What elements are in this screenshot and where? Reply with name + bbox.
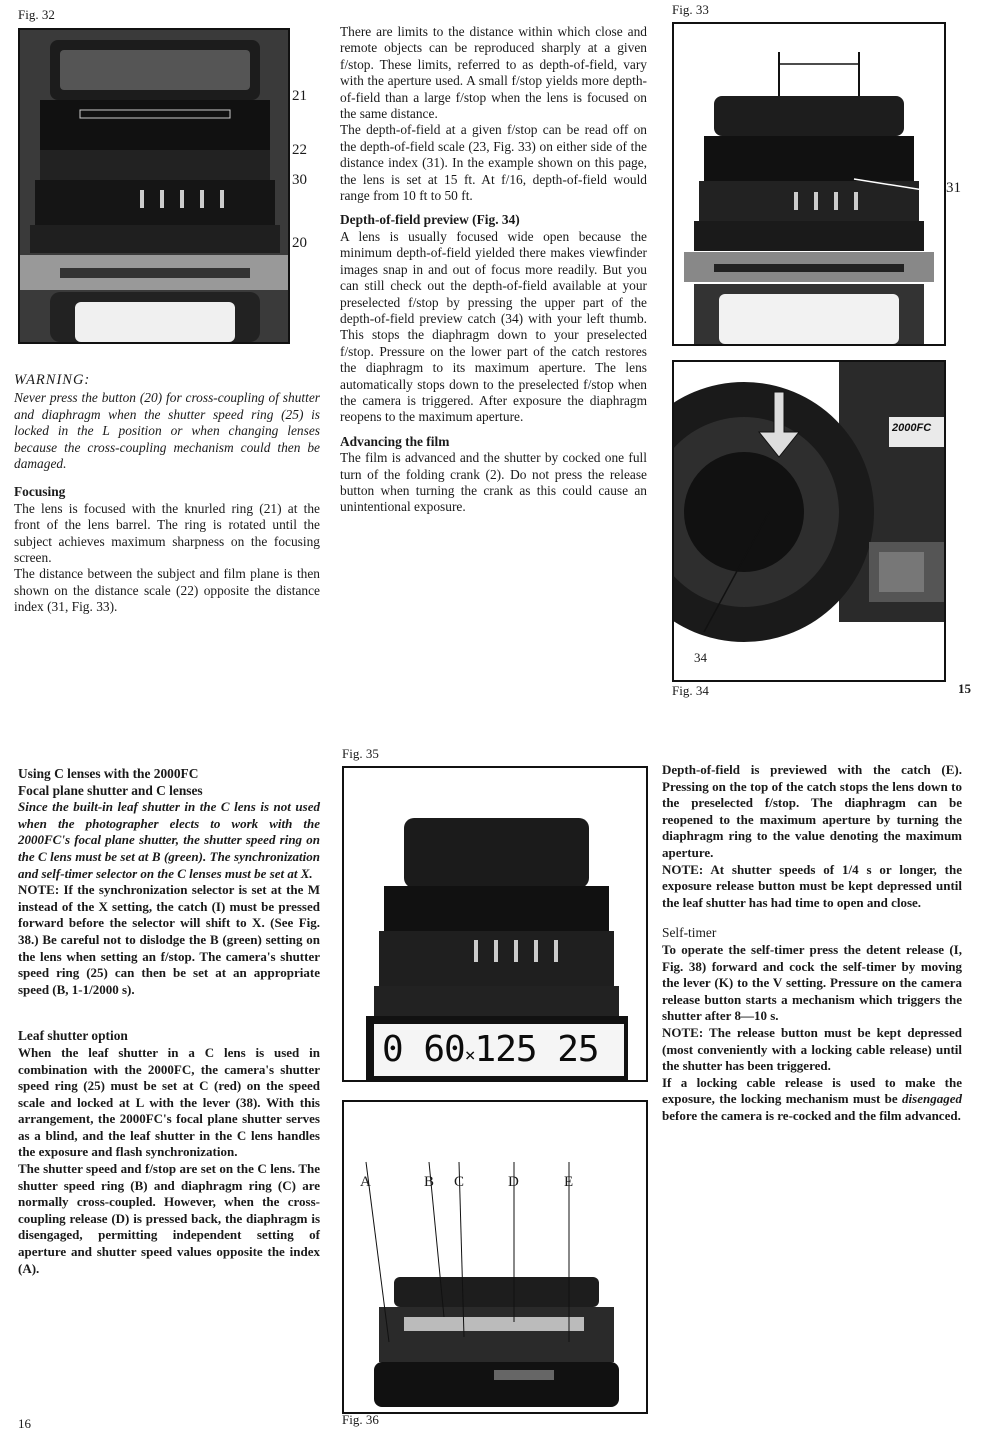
cable-release-paragraph xyxy=(662,1075,962,1125)
fig-33-photo xyxy=(672,22,946,346)
focal-plane-heading: Focal plane shutter and C lenses xyxy=(18,782,203,798)
focal-plane-note: NOTE: If the synchronization selector is set at the M instead of the X setting, the catch (I) must be pressed forward before the selector will shift to X. (See Fig. 38.) Be careful not to dislodge the B (green) setting on the lens when setting an f/stop. The camera's shutter speed ring (25) can then be set at an appropriate speed (B, 1-1/2000 s). xyxy=(18,882,320,997)
self-timer-text: To operate the self-timer press the detent release (I, Fig. 38) forward and cock the self-timer by moving the lever (K) to the V setting. Pressure on the camera release button starts a mechanism which triggers the shutter after 8—10 s. xyxy=(662,941,962,1024)
fig-36-label: Fig. 36 xyxy=(342,1412,379,1427)
fig-33-label: Fig. 33 xyxy=(672,2,709,17)
fig-35-speed-separator: × xyxy=(464,1045,475,1066)
left-bottom-column xyxy=(18,766,320,1277)
dof-paragraph-1: There are limits to the distance within which close and remote objects can be reproduced sharply at a given f/stop. These limits, referred to as depth-of-field, vary with the aperture used. A small f/stop yields more depth-of-field than a large f/stop when the lens is focused on the same distance. xyxy=(340,24,647,122)
focusing-paragraph-1: The lens is focused with the knurled ring (21) at the front of the lens barrel. The ring is rotated until the subject achieves maximum sharpness on the focusing screen. xyxy=(14,500,320,566)
page-number-bottom: 16 xyxy=(18,1416,31,1431)
catch-e-paragraph: Depth-of-field is previewed with the catch (E). Pressing on the top of the catch stops the lens down to the preselected f/stop. The diaphragm can be reopened to the maximum aperture by turning the diaphragm ring to the value denoting the maximum aperture. xyxy=(662,762,962,860)
fig-36-letter-c: C xyxy=(454,1174,465,1190)
self-timer-heading: Self-timer xyxy=(662,925,717,941)
fig-34-badge: 2000FC xyxy=(892,422,932,434)
fig-35-label: Fig. 35 xyxy=(342,746,379,761)
fig-34-label: Fig. 34 xyxy=(672,683,709,698)
callout-21: 21 xyxy=(292,88,307,104)
callout-31: 31 xyxy=(946,180,961,196)
fig-35-photo xyxy=(342,766,648,1082)
cable-text-after: before the camera is re-cocked and the film advanced. xyxy=(662,1107,961,1123)
leaf-shutter-heading: Leaf shutter option xyxy=(18,1028,128,1044)
cable-text-before: If a locking cable release is used to make the exposure, the locking mechanism must be xyxy=(662,1074,962,1107)
leaf-shutter-paragraph-2: The shutter speed and f/stop are set on the C lens. The shutter speed ring (B) and diaphragm ring (C) are normally cross-coupled. However, when the cross-coupling release (D) is pressed back, the diaphragm is disengaged, permitting independent setting of aperture and shutter speed values opposite the index (A). xyxy=(18,1161,320,1276)
right-bottom-column xyxy=(662,762,962,1124)
dof-preview-text: A lens is usually focused wide open because the minimum depth-of-field yielded there makes viewfinder images snap in and out of focus more readily. But you can still check out the depth-of-field available at your preselected f/stop by pressing the upper part of the depth-of-field preview catch (34) with your left thumb. This stops the diaphragm down to your preselected f/stop. Pressure on the lower part of the catch restores the diaphragm to its maximum aperture. The lens automatically stops down to the preselected f/stop when the camera is triggered. After exposure the diaphragm reopens to the maximum aperture. xyxy=(340,228,647,425)
fig-35-speed-text: 0 60×125 25 xyxy=(382,1029,599,1070)
dof-preview-heading: Depth-of-field preview (Fig. 34) xyxy=(340,212,520,228)
advancing-heading: Advancing the film xyxy=(340,433,450,449)
dof-paragraph-2: The depth-of-field at a given f/stop can be read off on the depth-of-field scale (23, Fig. 33) on either side of the distance index (31). In the example shown on this page, the lens is set at 15 ft. At f/16, depth-of-field would range from 10 ft to 50 ft. xyxy=(340,122,647,204)
focusing-paragraph-2: The distance between the subject and film plane is then shown on the distance scale (22) opposite the distance index (31, Fig. 33). xyxy=(14,566,320,615)
shutter-speed-note: NOTE: At shutter speeds of 1/4 s or longer, the exposure release button must be kept depressed until the leaf shutter has had time to open and close. xyxy=(662,861,962,910)
callout-34: 34 xyxy=(694,650,707,665)
callout-20: 20 xyxy=(292,235,307,251)
fig-36-letter-a: A xyxy=(360,1174,371,1190)
focusing-heading: Focusing xyxy=(14,484,66,500)
focal-plane-italic-text: Since the built-in leaf shutter in the C lens is not used when the photographer elects to work with the 2000FC's focal plane shutter, the shutter speed ring on the C lens must be set at B (green). The synchronization and self-timer selector on the C lenses must be set at X. xyxy=(18,799,320,881)
middle-top-column xyxy=(340,24,647,516)
cable-text-italic: disengaged xyxy=(902,1091,962,1107)
warning-title: WARNING: xyxy=(14,372,91,388)
c-lenses-heading: Using C lenses with the 2000FC xyxy=(18,766,199,781)
fig-36-letter-e: E xyxy=(564,1174,574,1190)
fig-36-photo xyxy=(342,1100,648,1414)
leaf-shutter-paragraph-1: When the leaf shutter in a C lens is used in combination with the 2000FC, the camera's shutter speed ring (25) must be set at C (red) on the speed scale and locked at L with the lever (38). With this arrangement, the 2000FC's focal plane shutter serves as a blind, and the leaf shutter in the C lens handles the exposure and flash synchronization. xyxy=(18,1044,320,1160)
page-number-top: 15 xyxy=(958,681,971,696)
fig-32-photo xyxy=(18,28,290,344)
release-button-note: NOTE: The release button must be kept depressed (most conveniently with a locking cable release) until the shutter has been triggered. xyxy=(662,1024,962,1074)
advancing-text: The film is advanced and the shutter by cocked one full turn of the folding crank (2). Do not press the release button when turning the crank as this could cause an unintentional exposure. xyxy=(340,450,647,515)
fig-36-letter-b: B xyxy=(424,1174,435,1190)
fig-32-label: Fig. 32 xyxy=(18,7,55,22)
callout-30: 30 xyxy=(292,172,307,188)
fig-36-letter-d: D xyxy=(508,1174,519,1190)
fig-34-photo xyxy=(672,360,946,682)
left-top-column xyxy=(14,372,320,616)
fig-35-speed-scale xyxy=(382,1026,622,1074)
callout-22: 22 xyxy=(292,142,307,158)
warning-text: Never press the button (20) for cross-coupling of shutter and diaphragm when the shutter speed ring (25) is locked in the L position or when changing lenses because the cross-coupling mechanism could then be damaged. xyxy=(14,390,320,472)
